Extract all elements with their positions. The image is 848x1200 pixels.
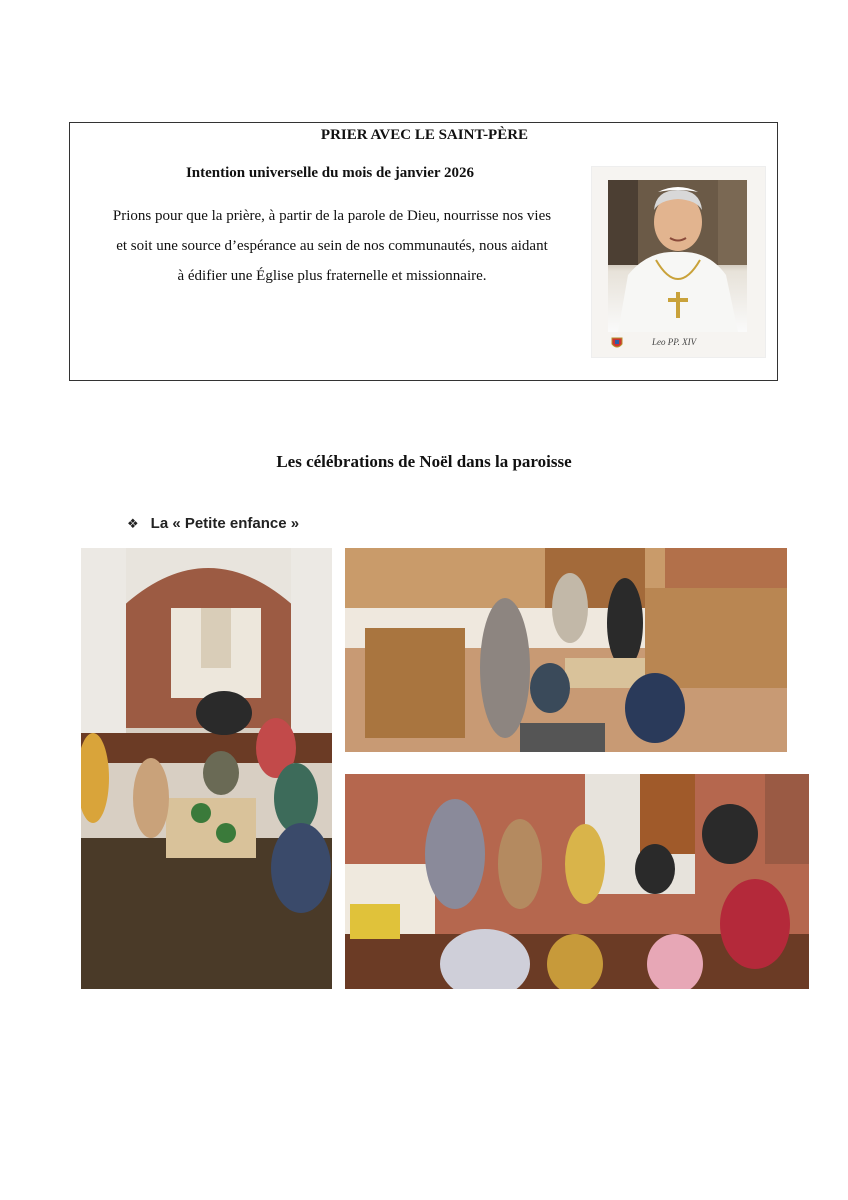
bullet-item [127, 515, 299, 532]
photo-chapel-children [81, 548, 332, 989]
prayer-box-subtitle: Intention universelle du mois de janvier 2026 [185, 165, 475, 181]
pope-portrait-photo [608, 180, 747, 332]
pope-portrait-card [591, 166, 766, 358]
photo-crafting-families [345, 774, 809, 989]
bullet-label: La « Petite enfance » [150, 515, 300, 532]
prayer-box [69, 122, 778, 381]
section-title: Les célébrations de Noël dans la paroisse [276, 452, 572, 471]
prayer-line: à édifier une Église plus fraternelle et missionnaire. [177, 268, 487, 284]
prayer-box-title: PRIER AVEC LE SAINT-PÈRE [320, 127, 529, 143]
prayer-line: et soit une source d’espérance au sein de nos communautés, nous aidant [116, 238, 548, 254]
diamond-bullet-icon: ❖ [127, 515, 139, 531]
prayer-line: Prions pour que la prière, à partir de la parole de Dieu, nourrisse nos vies [112, 208, 552, 224]
pope-signature: Leo PP. XIV [652, 337, 697, 347]
papal-coat-of-arms-icon [610, 336, 624, 350]
prayer-text [74, 201, 590, 291]
photo-nave-families [345, 548, 787, 752]
